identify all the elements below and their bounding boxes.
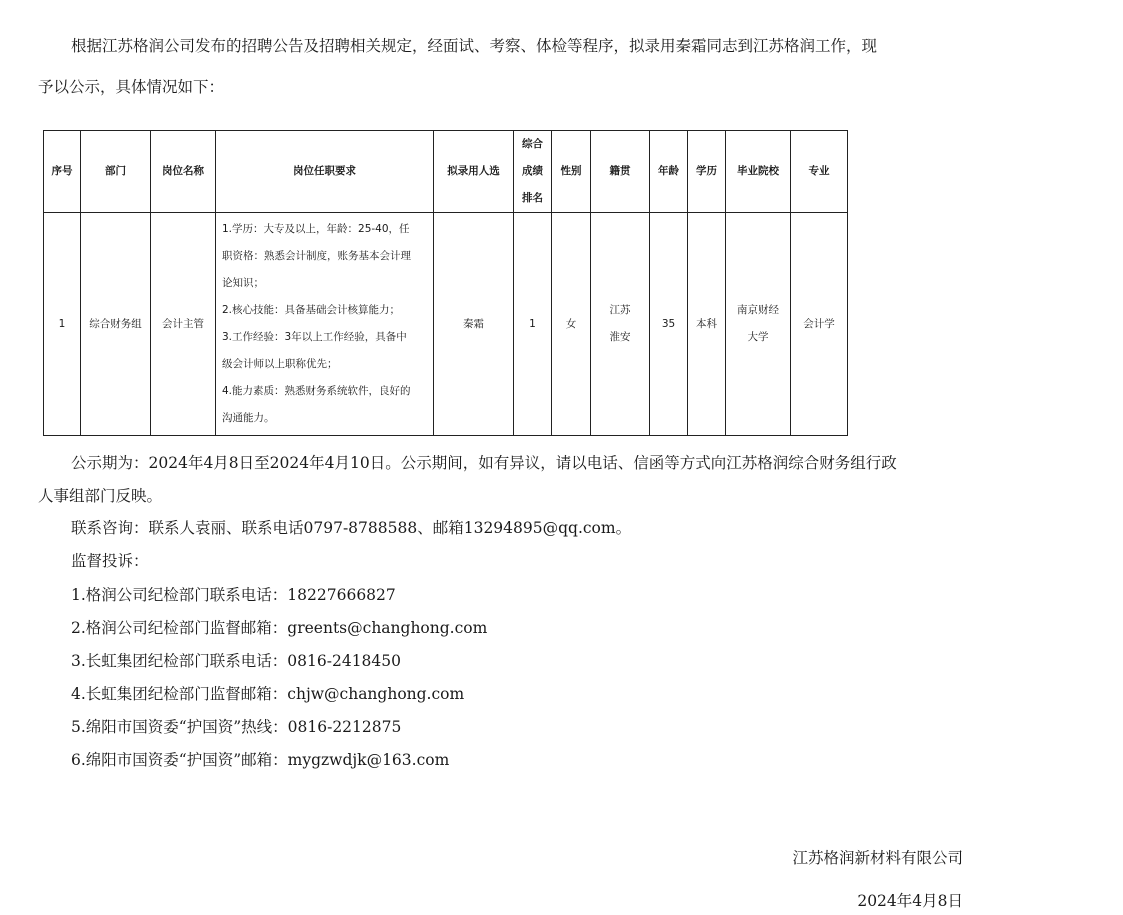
cell-school <box>726 213 791 436</box>
header-index: 序号 <box>44 131 81 213</box>
header-school: 毕业院校 <box>726 131 791 213</box>
cell-gender: 女 <box>552 213 591 436</box>
list-item: 6.绵阳市国资委“护国资”邮箱：mygzwdjk@163.com <box>71 751 450 769</box>
contact-line: 联系咨询：联系人袁丽、联系电话0797-8788588、邮箱13294895@qq.com。 <box>71 519 632 537</box>
header-rank-line-1: 综合 <box>522 138 543 150</box>
supervision-title: 监督投诉： <box>71 552 149 570</box>
origin-line-2: 淮安 <box>609 331 631 343</box>
header-rank-line-3: 排名 <box>522 192 543 204</box>
req-line: 2.核心技能：具备基础会计核算能力； <box>222 304 401 316</box>
signature-date: 2024年4月8日 <box>857 892 963 910</box>
cell-requirements <box>216 213 434 436</box>
header-education: 学历 <box>688 131 726 213</box>
period-line-1: 公示期为：2024年4月8日至2024年4月10日。公示期间，如有异议，请以电话、信函等方式向江苏格润综合财务组行政 <box>71 454 897 472</box>
cell-rank: 1 <box>514 213 552 436</box>
req-line: 沟通能力。 <box>222 412 275 424</box>
period-line-2: 人事组部门反映。 <box>38 487 163 505</box>
header-candidate: 拟录用人选 <box>434 131 514 213</box>
cell-position: 会计主管 <box>151 213 216 436</box>
school-line-1: 南京财经 <box>737 304 779 316</box>
req-line: 论知识； <box>222 277 264 289</box>
header-position: 岗位名称 <box>151 131 216 213</box>
header-origin: 籍贯 <box>591 131 650 213</box>
req-line: 职资格：熟悉会计制度，账务基本会计理 <box>222 250 411 262</box>
header-dept: 部门 <box>81 131 151 213</box>
header-requirements: 岗位任职要求 <box>216 131 434 213</box>
req-line: 3.工作经验：3年以上工作经验，具备中 <box>222 331 407 343</box>
cell-index: 1 <box>44 213 81 436</box>
school-line-2: 大学 <box>747 331 769 343</box>
intro-paragraph <box>38 26 978 108</box>
cell-dept: 综合财务组 <box>81 213 151 436</box>
req-line: 级会计师以上职称优先； <box>222 358 338 370</box>
list-item: 3.长虹集团纪检部门联系电话：0816-2418450 <box>71 652 402 670</box>
list-item: 4.长虹集团纪检部门监督邮箱：chjw@changhong.com <box>71 685 465 703</box>
table-row <box>44 213 848 436</box>
cell-age: 35 <box>650 213 688 436</box>
intro-line-1: 根据江苏格润公司发布的招聘公告及招聘相关规定，经面试、考察、体检等程序，拟录用秦霜同志到江苏格润工作，现 <box>71 37 878 55</box>
list-item: 2.格润公司纪检部门监督邮箱：greents@changhong.com <box>71 619 488 637</box>
req-line: 1.学历：大专及以上，年龄：25-40，任 <box>222 223 410 235</box>
header-rank-line-2: 成绩 <box>522 165 543 177</box>
list-item: 5.绵阳市国资委“护国资”热线：0816-2212875 <box>71 718 402 736</box>
cell-origin <box>591 213 650 436</box>
signature-company: 江苏格润新材料有限公司 <box>792 849 963 867</box>
cell-candidate: 秦霜 <box>434 213 514 436</box>
header-major: 专业 <box>791 131 848 213</box>
recruitment-table <box>43 130 848 436</box>
intro-line-2: 予以公示，具体情况如下： <box>38 78 225 96</box>
list-item: 1.格润公司纪检部门联系电话：18227666827 <box>71 586 396 604</box>
cell-major: 会计学 <box>791 213 848 436</box>
header-gender: 性别 <box>552 131 591 213</box>
cell-education: 本科 <box>688 213 726 436</box>
table-header-row <box>44 131 848 213</box>
header-rank <box>514 131 552 213</box>
req-line: 4.能力素质：熟悉财务系统软件，良好的 <box>222 385 411 397</box>
origin-line-1: 江苏 <box>609 304 631 316</box>
header-age: 年龄 <box>650 131 688 213</box>
